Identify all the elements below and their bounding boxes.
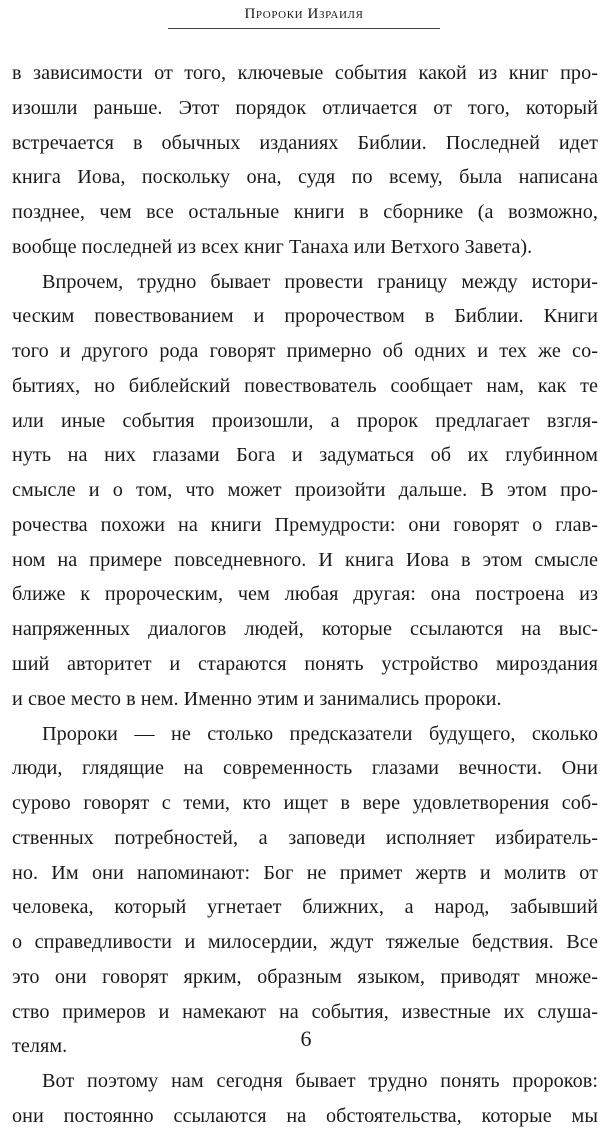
text-line: ближе к пророческим, чем любая другая: она построена из bbox=[12, 583, 598, 606]
text-line: человека, который угнетает ближних, а народ, забывший bbox=[12, 896, 598, 919]
text-line: и свое место в нем. Именно этим и занимались пророки. bbox=[12, 687, 502, 710]
text-line: рочества похожи на книги Премудрости: они говорят о глав- bbox=[12, 513, 598, 536]
text-line: позднее, чем все остальные книги в сборнике (а возможно, bbox=[12, 201, 598, 224]
text-line: Впрочем, трудно бывает провести границу между истори- bbox=[42, 270, 598, 293]
text-line: ший авторитет и стараются понять устройство мироздания bbox=[12, 653, 598, 676]
text-line: нуть на них глазами Бога и задуматься об их глубинном bbox=[12, 444, 598, 467]
text-line: ственных потребностей, а заповеди исполняет избиратель- bbox=[12, 826, 598, 849]
text-line: того и другого рода говорят примерно об одних и тех же со- bbox=[12, 340, 598, 363]
text-line: Пророки — не столько предсказатели будущего, сколько bbox=[42, 722, 598, 745]
text-line: изошли раньше. Этот порядок отличается от того, который bbox=[12, 96, 598, 119]
text-line: но. Им они напоминают: Бог не примет жертв и молитв от bbox=[12, 861, 598, 884]
page-number: 6 bbox=[300, 1026, 312, 1051]
text-line: сурово говорят с теми, кто ищет в вере удовлетворения соб- bbox=[12, 792, 598, 815]
text-line: бытиях, но библейский повествователь сообщает нам, как те bbox=[12, 374, 598, 397]
text-line: встречается в обычных изданиях Библии. Последней идет bbox=[12, 131, 598, 154]
text-line: о справедливости и милосердии, ждут тяжелые бедствия. Все bbox=[12, 931, 598, 954]
running-head-title: Пророки Израиля bbox=[168, 6, 440, 29]
text-line: книга Иова, поскольку она, судя по всему, была написана bbox=[12, 166, 598, 189]
text-line: ном на примере повседневного. И книга Иова в этом смысле bbox=[12, 548, 598, 571]
text-line: это они говорят ярким, образным языком, приводят множе- bbox=[12, 965, 598, 988]
text-line: ческим повествованием и пророчеством в Библии. Книги bbox=[12, 305, 598, 328]
body-text bbox=[12, 56, 598, 1134]
text-line: телям. bbox=[12, 1035, 68, 1058]
text-line: напряженных диалогов людей, которые ссылаются на выс- bbox=[12, 618, 598, 641]
text-line: или иные события произошли, а пророк предлагает взгля- bbox=[12, 409, 598, 432]
text-line: люди, глядящие на современность глазами вечности. Они bbox=[12, 757, 598, 780]
text-line: они постоянно ссылаются на обстоятельства, которые мы bbox=[12, 1104, 598, 1127]
text-line: в зависимости от того, ключевые события какой из книг про- bbox=[12, 62, 598, 84]
text-line: смысле и о том, что может произойти дальше. В этом про- bbox=[12, 479, 598, 502]
text-line: вообще последней из всех книг Танаха или Ветхого Завета). bbox=[12, 235, 533, 258]
text-line: Вот поэтому нам сегодня бывает трудно понять пророков: bbox=[42, 1070, 598, 1093]
text-line: ство примеров и намекают на события, известные их слуша- bbox=[12, 1000, 598, 1023]
